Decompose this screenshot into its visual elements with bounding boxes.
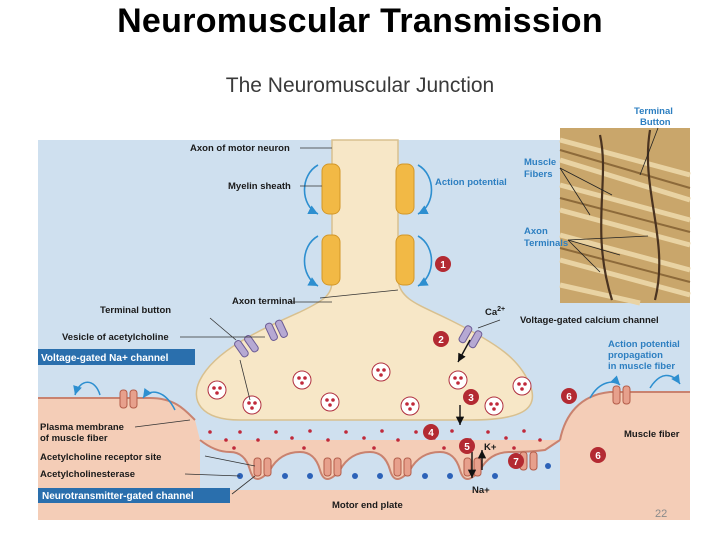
label-nt-channel: Neurotransmitter-gated channel [42, 491, 194, 502]
label-k-ion: K+ [484, 442, 497, 453]
label-terminal-button: Terminal button [100, 305, 172, 316]
micrograph-inset [560, 128, 690, 303]
slide-title: Neuromuscular Transmission [117, 2, 603, 40]
svg-text:6: 6 [566, 392, 572, 403]
label-na-ion: Na+ [472, 485, 490, 496]
label-motor-end-plate: Motor end plate [332, 500, 403, 511]
label-muscle-fiber: Muscle fiber [624, 429, 680, 440]
step-badge [463, 389, 479, 405]
label-axon: Axon of motor neuron [190, 143, 290, 154]
myelin-segment [322, 164, 340, 214]
myelin-segment [322, 235, 340, 285]
step-badge [435, 256, 451, 272]
label-vesicle: Vesicle of acetylcholine [62, 332, 169, 343]
photo-label-terminal-1: Terminal [634, 106, 673, 117]
svg-text:3: 3 [468, 393, 474, 404]
label-ach-receptor: Acetylcholine receptor site [40, 452, 162, 463]
photo-label-axon-2: Terminals [524, 238, 569, 249]
svg-text:1: 1 [440, 260, 446, 271]
label-plasma-membrane-1: Plasma membrane [40, 422, 124, 433]
label-action-potential: Action potential [435, 177, 507, 188]
label-ache: Acetylcholinesterase [40, 469, 136, 480]
step-badge [433, 331, 449, 347]
label-ca-channel: Voltage-gated calcium channel [520, 315, 659, 326]
myelin-segment [396, 235, 414, 285]
label-ap-propagation-2: propagation [608, 350, 663, 361]
label-ap-propagation-1: Action potential [608, 339, 680, 350]
svg-text:2: 2 [438, 335, 444, 346]
svg-text:7: 7 [513, 457, 519, 468]
photo-label-muscle-2: Fibers [524, 169, 553, 180]
step-badge [590, 447, 606, 463]
label-na-channel: Voltage-gated Na+ channel [41, 353, 169, 364]
svg-text:4: 4 [428, 428, 434, 439]
step-badge [508, 453, 524, 469]
figure-title: The Neuromuscular Junction [225, 74, 495, 97]
svg-text:6: 6 [595, 451, 601, 462]
label-ca-ion: $Ca^{2+}$ [485, 306, 506, 318]
label-ap-propagation-3: in muscle fiber [608, 361, 676, 372]
photo-label-terminal-2: Button [640, 117, 671, 128]
label-axon-terminal: Axon terminal [232, 296, 296, 307]
page-number: 22 [655, 508, 668, 520]
step-badge [459, 438, 475, 454]
label-plasma-membrane-2: of muscle fiber [40, 433, 108, 444]
label-myelin: Myelin sheath [228, 181, 291, 192]
photo-label-muscle-1: Muscle [524, 157, 557, 168]
step-badge [561, 388, 577, 404]
photo-label-axon-1: Axon [524, 226, 548, 237]
step-badge [423, 424, 439, 440]
myelin-segment [396, 164, 414, 214]
svg-text:5: 5 [464, 442, 470, 453]
